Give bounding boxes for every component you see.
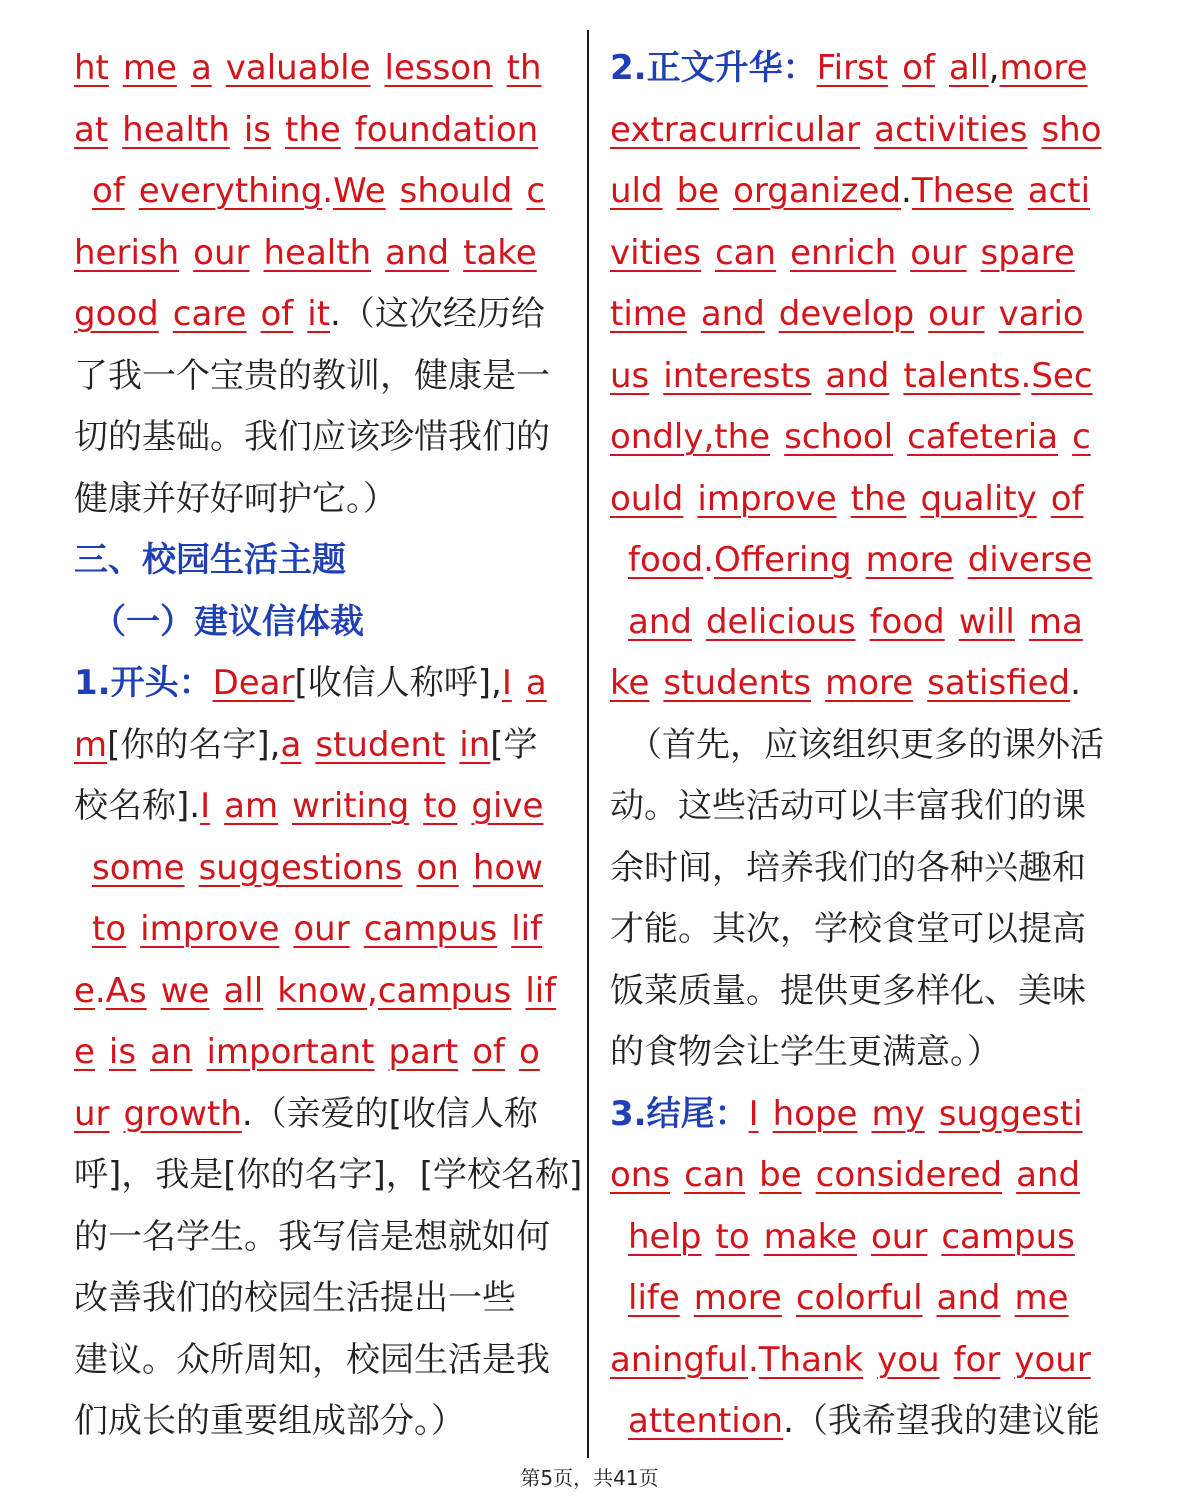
english-word: a — [525, 663, 547, 703]
right-column — [610, 38, 1110, 1453]
section-heading: 2.正文升华： — [610, 48, 817, 88]
english-word: and — [825, 355, 890, 396]
chinese-text: . — [1070, 663, 1081, 703]
english-word: aningful — [610, 1339, 748, 1380]
text-line — [610, 1391, 1110, 1453]
english-word: First — [816, 48, 889, 88]
text-line — [610, 407, 1110, 469]
column-divider — [587, 30, 589, 1458]
english-word: in — [459, 724, 491, 765]
english-word: know — [277, 970, 368, 1011]
english-word: ht — [74, 48, 109, 88]
english-word: activities — [874, 109, 1028, 150]
chinese-text: 了我一个宝贵的教训，健康是一 — [74, 355, 550, 396]
english-word: cafeteria — [907, 417, 1059, 457]
english-word: more — [865, 540, 954, 580]
english-word: of — [1050, 478, 1084, 519]
english-word: ma — [1028, 601, 1083, 642]
text-line — [74, 592, 574, 654]
english-word: help — [628, 1216, 702, 1257]
text-line — [610, 1022, 1110, 1084]
english-word: develop — [778, 294, 915, 334]
text-line — [610, 223, 1110, 285]
english-word: sho — [1041, 109, 1102, 150]
text-line — [610, 592, 1110, 654]
english-word: to — [92, 909, 127, 949]
text-line — [74, 1268, 574, 1330]
text-line — [74, 961, 574, 1023]
english-word: health — [263, 232, 372, 273]
english-word: and — [628, 601, 692, 642]
english-word: the — [850, 478, 907, 519]
chinese-text: . — [330, 294, 341, 334]
text-line — [610, 530, 1110, 592]
chinese-text: （我希望我的建议能 — [793, 1401, 1100, 1441]
english-word: valuable — [225, 48, 371, 88]
english-word: food — [628, 540, 704, 580]
english-word: care — [172, 294, 247, 334]
english-word: a — [190, 48, 212, 88]
text-line — [74, 161, 574, 223]
english-word: make — [763, 1216, 857, 1257]
english-word: campus — [941, 1216, 1075, 1257]
english-word: more — [825, 663, 914, 703]
text-line — [610, 899, 1110, 961]
english-word: school — [784, 417, 894, 457]
english-word: me — [122, 48, 177, 88]
english-word: time — [610, 294, 687, 334]
english-word: extracurricular — [610, 109, 861, 150]
english-word: o — [518, 1032, 540, 1072]
english-word: campus — [363, 909, 498, 949]
chinese-text: . — [241, 1093, 253, 1134]
text-line — [74, 1145, 583, 1207]
english-word: an — [150, 1032, 193, 1072]
section-heading: 1.开头： — [74, 663, 213, 703]
english-word: of — [260, 294, 294, 334]
english-word: lesson — [384, 48, 493, 88]
english-word: our — [910, 232, 967, 273]
english-punct: . — [1020, 355, 1032, 396]
text-line — [610, 1330, 1110, 1392]
english-word: am — [224, 786, 279, 826]
chinese-text: 动。这些活动可以丰富我们的课 — [610, 786, 1086, 826]
english-word: suggestions — [198, 847, 403, 888]
text-line — [74, 1022, 574, 1084]
english-word: of — [902, 48, 935, 88]
english-word: colorful — [795, 1278, 923, 1318]
english-word: at — [74, 109, 109, 150]
english-word: diverse — [967, 540, 1093, 580]
text-line — [74, 1207, 574, 1269]
text-line — [610, 346, 1110, 408]
english-word: satisfied — [927, 663, 1071, 703]
chinese-text: 才能。其次，学校食堂可以提高 — [610, 909, 1086, 949]
chinese-text: [学 — [490, 724, 538, 765]
english-word: and — [700, 294, 765, 334]
section-heading: （一）建议信体裁 — [92, 601, 364, 642]
chinese-text: [收信人称呼], — [294, 663, 502, 703]
english-word: vario — [998, 294, 1084, 334]
chinese-text: 的食物会让学生更满意。） — [610, 1032, 1001, 1072]
text-line — [610, 653, 1110, 715]
english-word: acti — [1027, 171, 1091, 211]
english-word: interests — [663, 355, 812, 396]
english-word: some — [92, 847, 185, 888]
chinese-text: 饭菜质量。提供更多样化、美味 — [610, 970, 1086, 1011]
text-line — [74, 899, 574, 961]
english-word: c — [1072, 417, 1091, 457]
text-line — [74, 653, 574, 715]
text-line — [610, 38, 1110, 100]
english-word: more — [693, 1278, 782, 1318]
chinese-text: （亲爱的[收信人称 — [252, 1093, 538, 1134]
english-word: and — [936, 1278, 1001, 1318]
english-word: foundation — [354, 109, 539, 150]
english-word: is — [243, 109, 271, 150]
english-word: important — [206, 1032, 375, 1072]
text-line — [610, 1268, 1110, 1330]
text-line — [74, 776, 574, 838]
chinese-text: 的一名学生。我写信是想就如何 — [74, 1216, 550, 1257]
text-line — [74, 530, 574, 592]
chinese-text: , — [988, 48, 1000, 88]
english-word: my — [871, 1093, 925, 1134]
english-word: life — [628, 1278, 680, 1318]
english-word: ur — [74, 1093, 110, 1134]
text-line — [610, 961, 1110, 1023]
english-word: ould — [610, 478, 684, 519]
chinese-text: 切的基础。我们应该珍惜我们的 — [74, 417, 550, 457]
chinese-text: 呼]，我是[你的名字]，[学校名称] — [74, 1155, 583, 1195]
english-word: and — [385, 232, 450, 273]
english-word: can — [684, 1155, 746, 1195]
english-word: all — [948, 48, 989, 88]
english-word: be — [759, 1155, 802, 1195]
english-punct: . — [94, 970, 106, 1011]
text-line — [74, 1330, 574, 1392]
english-word: will — [958, 601, 1015, 642]
text-line — [610, 469, 1110, 531]
chinese-text: （首先，应该组织更多的课外活 — [628, 724, 1104, 765]
english-word: delicious — [705, 601, 856, 642]
english-word: writing — [292, 786, 410, 826]
text-line — [610, 1207, 1110, 1269]
text-line — [610, 284, 1110, 346]
english-word: the — [284, 109, 341, 150]
text-line — [610, 1145, 1110, 1207]
english-word: lif — [511, 909, 543, 949]
english-word: student — [315, 724, 446, 765]
english-word: food — [869, 601, 945, 642]
chinese-text: 余时间，培养我们的各种兴趣和 — [610, 847, 1086, 888]
page-number: 第5页，共41页 — [520, 1466, 659, 1490]
english-word: on — [416, 847, 459, 888]
english-word: improve — [697, 478, 837, 519]
english-word: e — [74, 1032, 95, 1072]
english-word: c — [526, 171, 546, 211]
english-word: Thank — [758, 1339, 864, 1380]
english-word: give — [471, 786, 544, 826]
english-word: of — [92, 171, 125, 211]
english-word: Sec — [1031, 355, 1093, 396]
english-punct: . — [703, 540, 714, 580]
english-word: hope — [772, 1093, 858, 1134]
english-word: th — [506, 48, 542, 88]
english-word: be — [676, 171, 720, 211]
english-word: a — [280, 724, 302, 765]
english-word: ons — [610, 1155, 671, 1195]
english-word: We — [333, 171, 386, 211]
english-word: to — [423, 786, 458, 826]
english-word: it — [307, 294, 331, 334]
text-line — [610, 1084, 1110, 1146]
text-line — [610, 100, 1110, 162]
english-word: suggesti — [938, 1093, 1083, 1134]
english-word: our — [193, 232, 250, 273]
english-word: attention — [628, 1401, 784, 1441]
english-word: all — [223, 970, 264, 1011]
english-word: is — [108, 1032, 137, 1072]
text-line — [74, 1084, 574, 1146]
english-word: can — [714, 232, 777, 273]
english-word: uld — [610, 171, 663, 211]
english-word: me — [1014, 1278, 1069, 1318]
english-word: how — [472, 847, 543, 888]
english-word: ondly,the — [610, 417, 771, 457]
chinese-text: 健康并好好呵护它。） — [74, 478, 397, 519]
english-punct: . — [747, 1339, 759, 1380]
section-heading: 3.结尾： — [610, 1093, 749, 1134]
english-word: ke — [610, 663, 650, 703]
text-line — [74, 346, 574, 408]
text-line — [74, 38, 574, 100]
chinese-text: （这次经历给 — [340, 294, 545, 334]
english-word: students — [663, 663, 812, 703]
text-line — [74, 284, 574, 346]
english-word: growth — [123, 1093, 242, 1134]
text-line — [610, 838, 1110, 900]
english-word: As — [105, 970, 147, 1011]
text-line — [74, 1391, 574, 1453]
english-word: herish — [74, 232, 180, 273]
english-word: should — [399, 171, 513, 211]
chinese-text: [你的名字], — [107, 724, 281, 765]
english-word: us — [610, 355, 650, 396]
english-word: Dear — [212, 663, 295, 703]
english-word: of — [472, 1032, 505, 1072]
english-word: our — [293, 909, 350, 949]
english-word: you — [877, 1339, 940, 1380]
english-word: Offering — [713, 540, 852, 580]
chinese-text: . — [783, 1401, 794, 1441]
section-heading: 三、校园生活主题 — [74, 540, 346, 580]
text-line — [74, 407, 574, 469]
text-line — [74, 223, 574, 285]
chinese-text: . — [901, 171, 912, 211]
text-line — [74, 100, 574, 162]
text-line — [74, 838, 574, 900]
english-word: organized — [733, 171, 902, 211]
english-punct: . — [322, 171, 334, 211]
english-word: more — [999, 48, 1088, 88]
chinese-text: 们成长的重要组成部分。） — [74, 1401, 465, 1441]
english-word: spare — [980, 232, 1075, 273]
english-word: health — [122, 109, 230, 150]
english-word: talents — [903, 355, 1021, 396]
english-word: m — [74, 724, 108, 765]
english-word: we — [160, 970, 210, 1011]
english-word: I — [200, 786, 211, 826]
english-word: to — [715, 1216, 750, 1257]
english-word: everything — [138, 171, 323, 211]
english-word: and — [1016, 1155, 1081, 1195]
english-word: campus — [377, 970, 512, 1011]
english-word: enrich — [790, 232, 897, 273]
english-word: our — [871, 1216, 928, 1257]
english-word: These — [911, 171, 1014, 211]
left-column — [74, 38, 583, 1453]
english-word: your — [1014, 1339, 1091, 1380]
english-word: I — [748, 1093, 759, 1134]
text-line — [610, 161, 1110, 223]
english-word: e — [74, 970, 95, 1011]
english-word: our — [928, 294, 985, 334]
english-word: quality — [920, 478, 1037, 519]
english-punct: , — [367, 970, 378, 1011]
english-word: for — [953, 1339, 1001, 1380]
english-word: take — [463, 232, 537, 273]
text-line — [610, 776, 1110, 838]
text-line — [74, 715, 574, 777]
english-word: vities — [610, 232, 701, 273]
english-word: good — [74, 294, 159, 334]
chinese-text: 改善我们的校园生活提出一些 — [74, 1278, 516, 1318]
english-word: I — [501, 663, 512, 703]
english-word: improve — [140, 909, 280, 949]
english-word: part — [388, 1032, 459, 1072]
text-line — [74, 469, 574, 531]
text-line — [610, 715, 1110, 777]
english-word: lif — [525, 970, 557, 1011]
chinese-text: 校名称]. — [74, 786, 201, 826]
english-word: considered — [815, 1155, 1003, 1195]
chinese-text: 建议。众所周知，校园生活是我 — [74, 1339, 550, 1380]
